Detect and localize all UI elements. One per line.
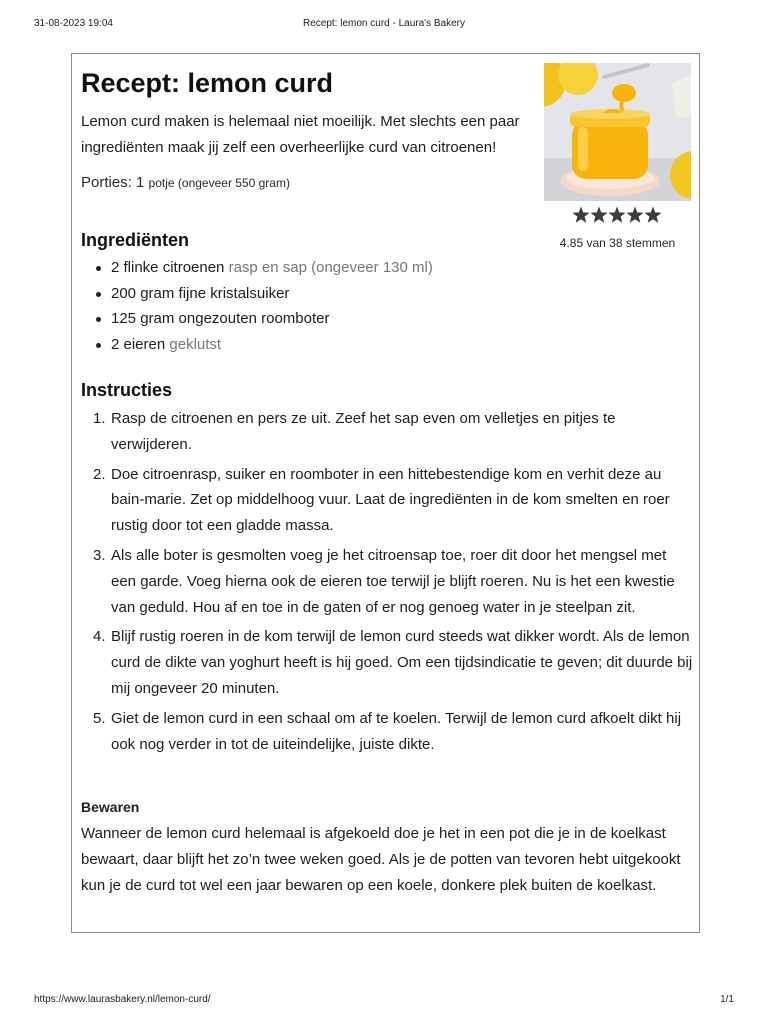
print-date: 31-08-2023 19:04 — [34, 18, 113, 29]
notes-text: Wanneer de lemon curd helemaal is afgekoeld doe je het in een pot die je in de koelkast bewaart, daar blijft het zo’n twee weken goed. Als je de potten van tevoren hebt uitgekookt kun je de curd tot wel een jaar bewaren op een koele, donkere plek buiten de koelkast. — [81, 825, 681, 894]
ingredients-heading: Ingrediënten — [81, 230, 190, 250]
star-icon — [608, 207, 625, 223]
step-text: Doe citroenrasp, suiker en roomboter in een hittebestendige kom en verhit deze au bain-marie. Zet op middelhoog vuur. Laat de ingrediënten in de kom smelten en roer rustig door tot een gladde massa. — [111, 465, 670, 535]
notes-heading: Bewaren — [81, 799, 140, 815]
servings — [81, 174, 290, 191]
instruction-step — [81, 543, 693, 620]
ingredient-item — [81, 255, 681, 281]
step-text: Blijf rustig roeren in de kom terwijl de lemon curd steeds wat dikker wordt. Als de lemon curd de dikte van yoghurt heeft is hij goed. Om een tijdsindicatie te geven; dit duurde bij mij ongeveer 20 minuten. — [111, 628, 693, 697]
step-text: Giet de lemon curd in een schaal om af te koelen. Terwijl de lemon curd afkoelt dikt hij ook nog verder in tot de uiteindelijke, juiste dikte. — [111, 709, 682, 753]
ingredient-text: 125 gram ongezouten roomboter — [111, 310, 330, 327]
step-text: Rasp de citroenen en pers ze uit. Zeef het sap even om velletjes en pitjes te verwijderen. — [111, 410, 616, 453]
servings-amount: 1 — [136, 174, 145, 191]
print-page-title: Recept: lemon curd - Laura's Bakery — [303, 18, 465, 29]
step-text: Als alle boter is gesmolten voeg je het citroensap toe, roer dit door het mengsel met een garde. Voeg hierna ook de eieren toe terwijl je blijft roeren. Nu is het een kwestie van geduld. Hou af en toe in de gaten of er nog genoeg water in je steelpan zit. — [111, 546, 675, 616]
step-number: 4. — [93, 628, 106, 646]
recipe-photo — [544, 63, 691, 201]
recipe-summary: Lemon curd maken is helemaal niet moeilijk. Met slechts een paar ingrediënten maak jij zelf een overheerlijke curd van citroenen! — [81, 113, 520, 156]
servings-unit: potje (ongeveer 550 gram) — [148, 176, 290, 190]
star-icon — [644, 207, 661, 223]
ingredient-text: 2 eieren — [111, 335, 166, 353]
ingredient-note: geklutst — [169, 335, 222, 353]
print-page-count: 1/1 — [720, 994, 734, 1005]
ingredients-list — [81, 255, 681, 357]
instruction-step — [81, 706, 693, 758]
instructions-heading: Instructies — [81, 380, 173, 400]
rating-text: 4.85 van 38 stemmen — [559, 236, 676, 250]
ingredient-note: rasp en sap (ongeveer 130 ml) — [228, 259, 433, 276]
recipe-card — [71, 53, 700, 933]
ingredient-text: 200 gram fijne kristalsuiker — [111, 284, 290, 302]
step-number: 5. — [93, 709, 106, 727]
step-number: 3. — [93, 546, 106, 564]
ingredient-item — [81, 332, 681, 358]
star-icon — [572, 207, 589, 223]
step-number: 2. — [93, 465, 106, 483]
star-icon — [590, 207, 607, 223]
lemon-curd-jar-image — [544, 63, 691, 201]
print-url: https://www.laurasbakery.nl/lemon-curd/ — [34, 994, 211, 1005]
instruction-step — [81, 624, 693, 701]
recipe-title: Recept: lemon curd — [81, 68, 334, 98]
instructions-list — [81, 406, 693, 761]
instruction-step — [81, 406, 693, 458]
rating-stars — [572, 206, 662, 224]
ingredient-item — [81, 281, 681, 307]
instruction-step — [81, 462, 693, 539]
ingredient-text: 2 flinke citroenen — [111, 259, 225, 276]
step-number: 1. — [93, 410, 106, 427]
ingredient-item — [81, 306, 681, 332]
print-header — [0, 18, 768, 30]
star-icon — [626, 207, 643, 223]
servings-label: Porties: — [81, 174, 132, 191]
